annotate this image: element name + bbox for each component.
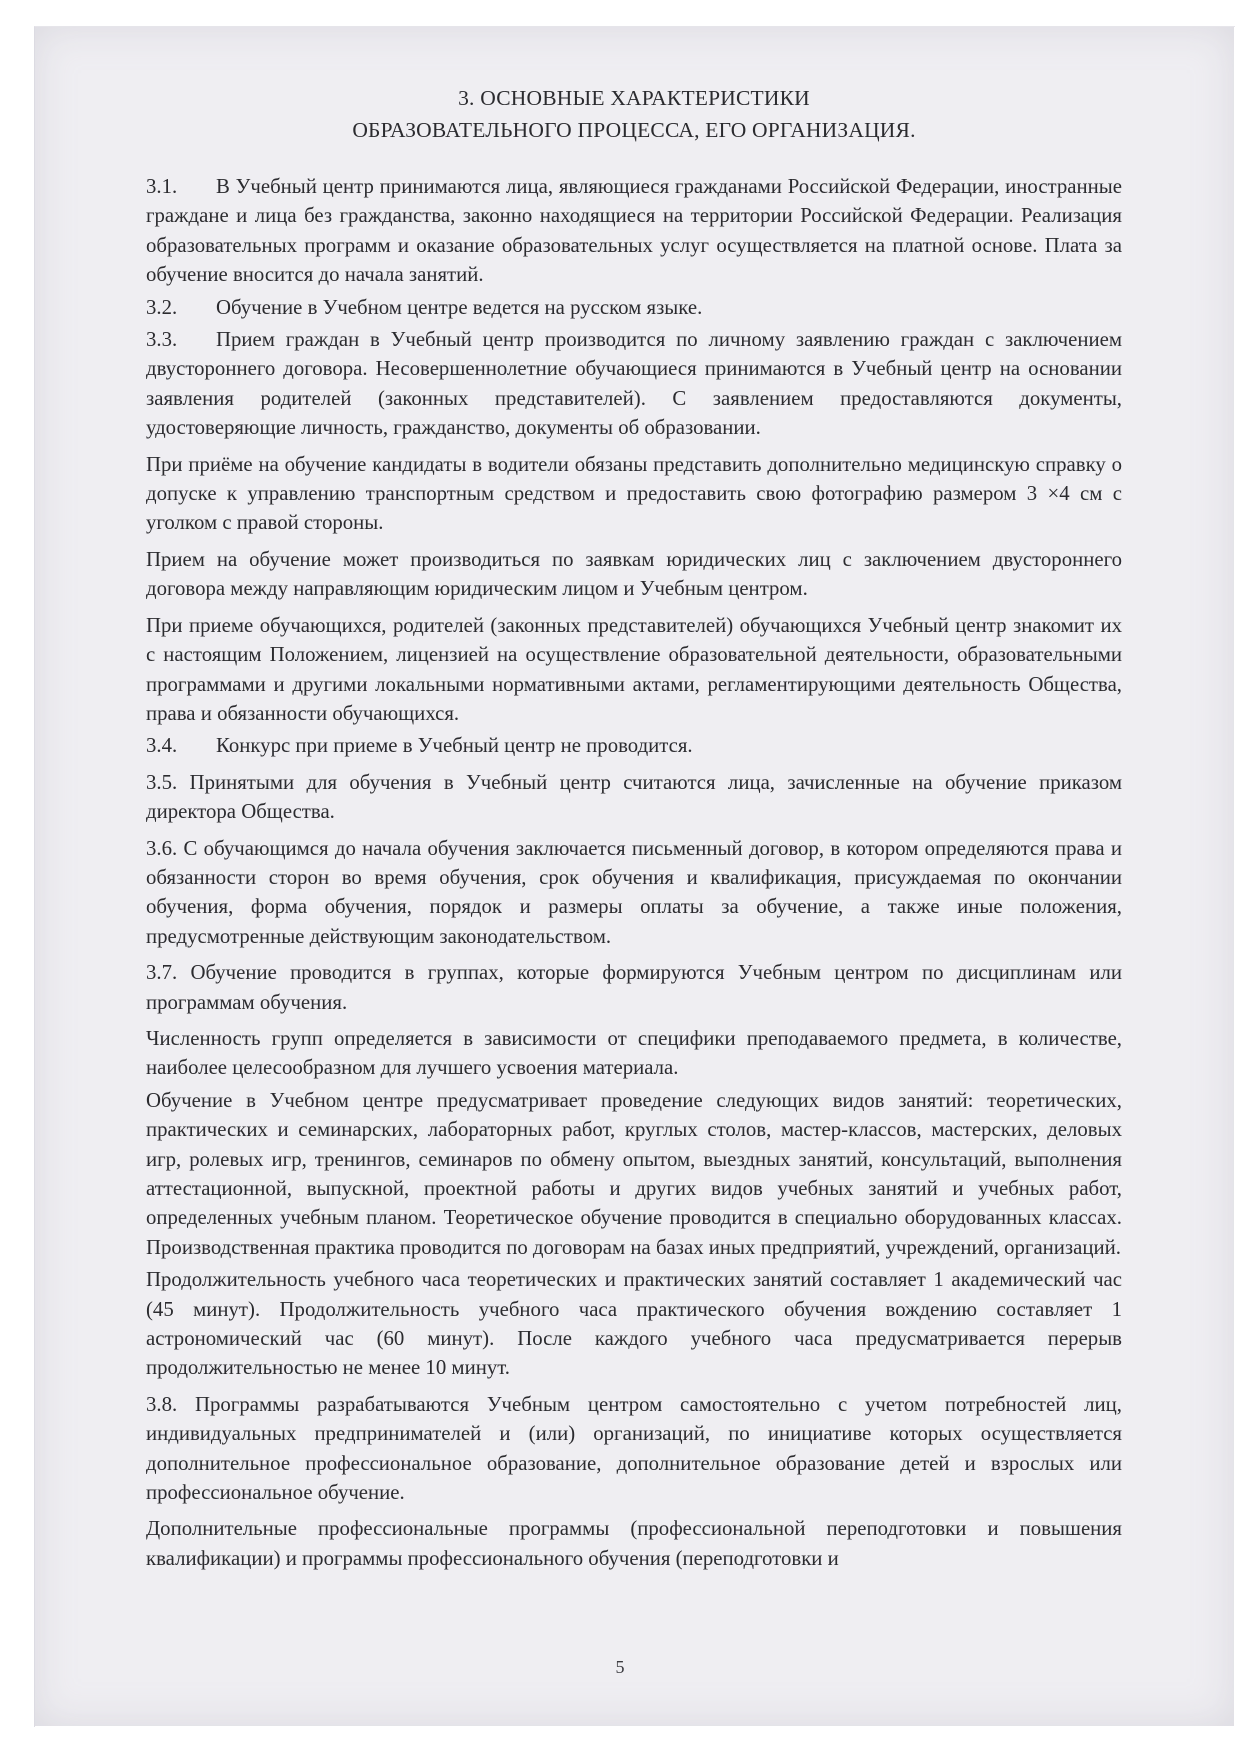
paragraph-3-2: [146, 293, 1122, 322]
paragraph-additional-programs: [146, 1514, 1122, 1573]
paragraph-legal-entities: [146, 545, 1122, 604]
paragraph-text: 3.8. Программы разрабатываются Учебным центром самостоятельно с учетом потребностей лиц, индивидуальных предпринимателей и (или) организаций, по инициативе которых осуществляется дополнительное профессиональное образование, дополнительное образование детей и взрослых или профессиональное обучение.: [146, 1392, 1122, 1505]
paragraph-text: 3.7. Обучение проводится в группах, которые формируются Учебным центром по дисциплинам или программам обучения.: [146, 961, 1122, 1014]
paragraph-text: Прием граждан в Учебный центр производится по личному заявлению граждан с заключением двустороннего договора. Несовершеннолетние обучающиеся принимаются в Учебный центр на основании заявления родителей (законных представителей). С заявлением предоставляются документы, удостоверяющие личность, гражданство, документы об образовании.: [146, 328, 1122, 440]
paragraph-group-size: [146, 1024, 1122, 1083]
paragraph-text: Численность групп определяется в зависимости от специфики преподаваемого предмета, в количестве, наиболее целесообразном для лучшего усвоения материала.: [146, 1026, 1122, 1080]
paragraph-text: При приёме на обучение кандидаты в водители обязаны представить дополнительно медицинскую справку о допуске к управлению транспортным средством и предоставить свою фотографию размером 3 ×4 см с уголком с правой стороны.: [146, 452, 1122, 535]
section-title: [146, 82, 1122, 146]
paragraph-text: 3.5. Принятыми для обучения в Учебный центр считаются лица, зачисленные на обучение приказом директора Общества.: [146, 770, 1122, 824]
paragraph-3-7: [146, 958, 1122, 1017]
paragraph-text: Продолжительность учебного часа теоретических и практических занятий составляет 1 академический час (45 минут). Продолжительность учебного часа практического обучения вождению составляет 1 астрономический час (60 минут). После каждого учебного часа предусматривается перерыв продолжительностью не менее 10 минут.: [146, 1268, 1122, 1380]
page-number: 5: [615, 1657, 625, 1677]
paragraph-text: Прием на обучение может производиться по заявкам юридических лиц с заключением двустороннего договора между направляющим юридическим лицом и Учебным центром.: [146, 547, 1122, 601]
paragraph-3-6: [146, 834, 1122, 952]
paragraph-number: 3.1.: [146, 175, 178, 198]
paragraph-medical-certificate: [146, 450, 1122, 538]
paragraph-text: Обучение в Учебном центре предусматривает проведение следующих видов занятий: теоретических, практических и семинарских, лабораторных работ, круглых столов, мастер-классов, мастерских, деловых игр, ролевых игр, тренингов, семинаров по обмену опытом, выездных занятий, консультаций, выполнения аттестационной, выпускной, проектной работы и других видов учебных занятий и учебных работ, определенных учебным планом. Теоретическое обучение проводится в специально оборудованных классах. Производственная практика проводится по договорам на базах иных предприятий, учреждений, организаций.: [146, 1088, 1122, 1259]
paragraph-text: В Учебный центр принимаются лица, являющиеся гражданами Российской Федерации, иностранные граждане и лица без гражданства, законно находящиеся на территории Российской Федерации. Реализация образовательных программ и оказание образовательных услуг осуществляется на платной основе. Плата за обучение вносится до начала занятий.: [146, 175, 1122, 287]
paragraph-familiarization: [146, 611, 1122, 729]
paragraph-3-4: [146, 731, 1122, 760]
paragraph-number: 3.3.: [146, 328, 178, 352]
section-title-line-2: ОБРАЗОВАТЕЛЬНОГО ПРОЦЕССА, ЕГО ОРГАНИЗАЦИЯ.: [352, 118, 916, 142]
paragraph-hour-duration: [146, 1265, 1122, 1383]
paragraph-number: 3.2.: [146, 295, 178, 319]
paragraph-3-5: [146, 768, 1122, 827]
paragraph-3-3: [146, 325, 1122, 443]
paragraph-3-1: [146, 172, 1122, 290]
paragraph-text: При приеме обучающихся, родителей (законных представителей) обучающихся Учебный центр знакомит их с настоящим Положением, лицензией на осуществление образовательной деятельности, образовательными программами и другими локальными нормативными актами, регламентирующими деятельность Общества, права и обязанности обучающихся.: [146, 613, 1122, 725]
paragraph-3-8: [146, 1390, 1122, 1508]
document-body: [146, 82, 1122, 1573]
paragraph-text: 3.6. С обучающимся до начала обучения заключается письменный договор, в котором определяются права и обязанности сторон во время обучения, срок обучения и квалификация, присуждаемая по окончании обучения, форма обучения, порядок и размеры оплаты за обучение, а также иные положения, предусмотренные действующим законодательством.: [146, 836, 1122, 948]
paragraph-number: 3.4.: [146, 734, 178, 758]
paragraph-text: Обучение в Учебном центре ведется на русском языке.: [216, 295, 703, 319]
paragraph-class-types: [146, 1086, 1122, 1262]
paragraph-text: Конкурс при приеме в Учебный центр не проводится.: [216, 734, 693, 758]
section-title-line-1: 3. ОСНОВНЫЕ ХАРАКТЕРИСТИКИ: [458, 86, 810, 110]
paragraph-text: Дополнительные профессиональные программы (профессиональной переподготовки и повышения квалификации) и программы профессионального обучения (переподготовки и: [146, 1517, 1122, 1570]
